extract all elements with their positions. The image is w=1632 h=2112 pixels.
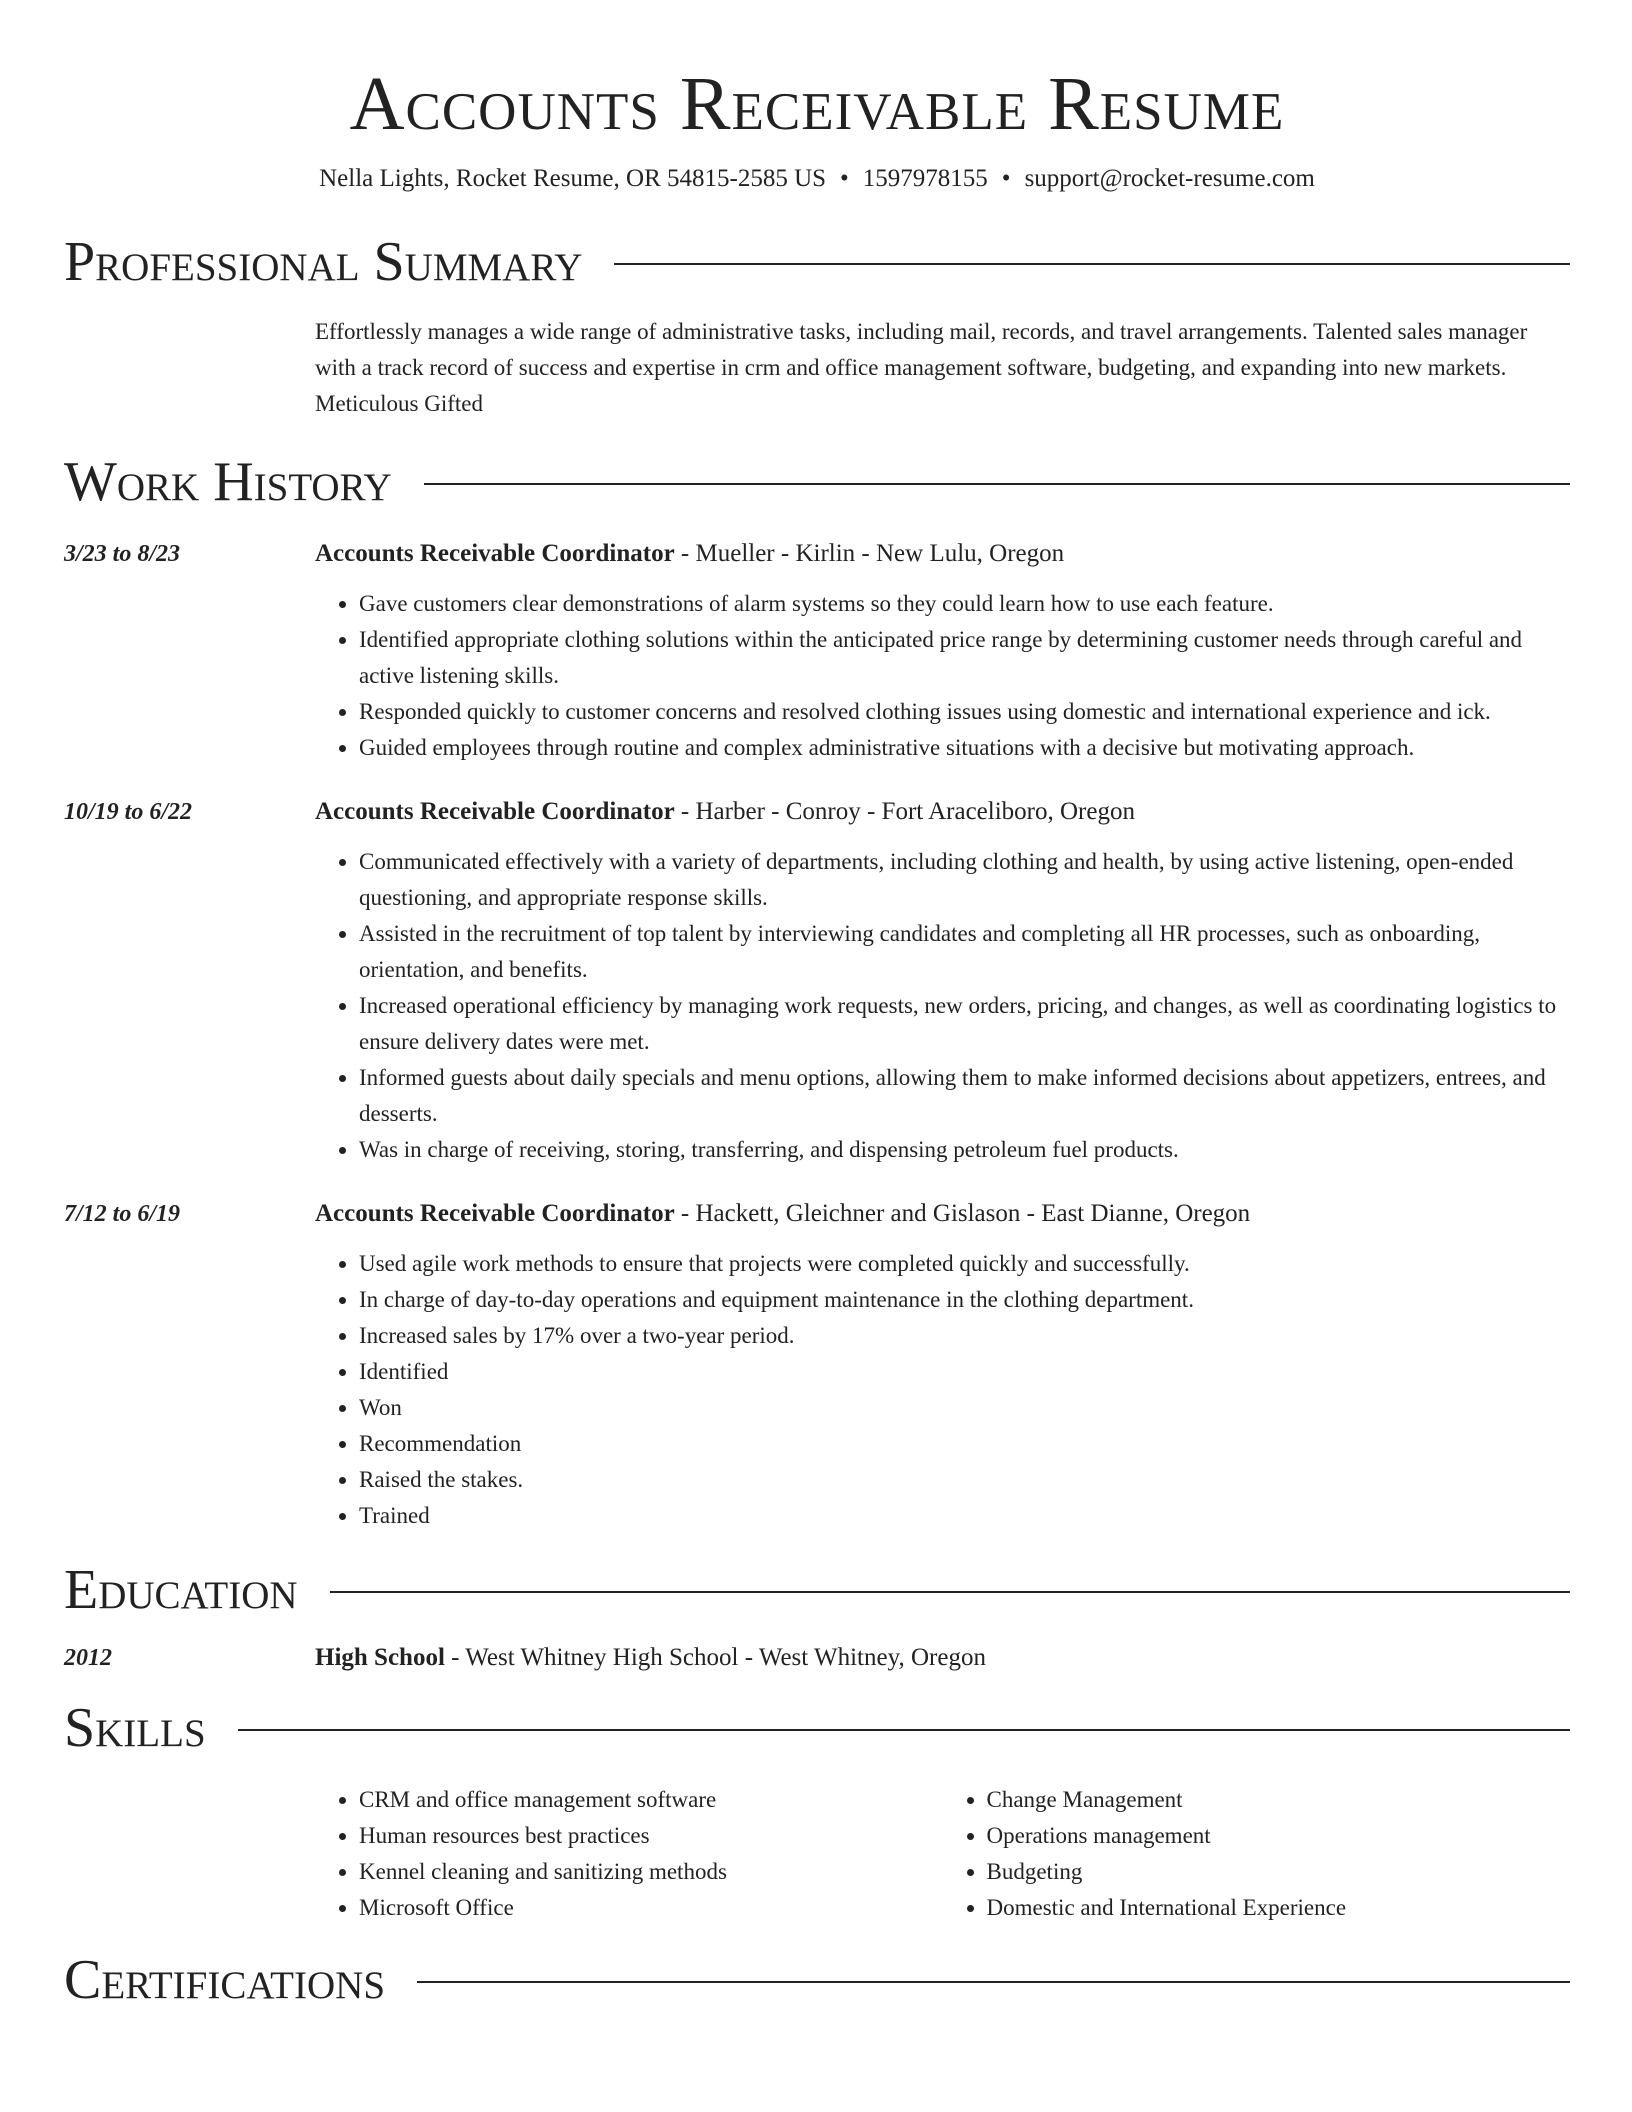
education-heading <box>64 1558 1570 1622</box>
education-entry <box>64 1640 1570 1676</box>
job-entry <box>64 794 1570 1168</box>
education-details: - West Whitney High School - West Whitney, Oregon <box>444 1644 986 1671</box>
skill-item: • Kennel cleaning and sanitizing methods <box>359 1854 943 1890</box>
job-dates: 10/19 to 6/22 <box>64 799 193 825</box>
job-bullet: • Responded quickly to customer concerns and resolved clothing issues using domestic and international experience and ick. <box>359 694 1570 730</box>
job-header <box>315 794 1570 830</box>
contact-separator: • <box>840 165 849 192</box>
work-history-heading <box>64 450 1570 514</box>
job-entry <box>64 536 1570 766</box>
skills-section <box>64 1696 1570 1926</box>
job-bullet: • Was in charge of receiving, storing, transferring, and dispensing petroleum fuel products. <box>359 1132 1570 1168</box>
job-dates: 3/23 to 8/23 <box>64 541 181 567</box>
job-bullet: • In charge of day-to-day operations and equipment maintenance in the clothing department. <box>359 1282 1570 1318</box>
summary-section <box>64 230 1570 422</box>
contact-phone: 1597978155 <box>862 165 988 192</box>
skill-item: • Microsoft Office <box>359 1890 943 1926</box>
job-title: Accounts Receivable Coordinator <box>315 798 675 825</box>
job-bullet: • Won <box>359 1390 1570 1426</box>
job-details: - Hackett, Gleichner and Gislason - East Dianne, Oregon <box>674 1200 1251 1227</box>
contact-line <box>64 162 1570 196</box>
job-bullet: • Raised the stakes. <box>359 1462 1570 1498</box>
job-entry <box>64 1196 1570 1534</box>
section-divider <box>424 483 1570 485</box>
job-bullet: • Increased operational efficiency by managing work requests, new orders, pricing, and changes, as well as coordinating logistics to ensure delivery dates were met. <box>359 988 1570 1060</box>
contact-address: Nella Lights, Rocket Resume, OR 54815-2585 US <box>319 165 827 192</box>
skill-item: • Budgeting <box>987 1854 1571 1890</box>
job-bullet: • Guided employees through routine and complex administrative situations with a decisive but motivating approach. <box>359 730 1570 766</box>
skills-heading <box>64 1696 1570 1760</box>
resume-title: Accounts Receivable Resume <box>349 62 1285 146</box>
skill-item: • CRM and office management software <box>359 1782 943 1818</box>
section-divider <box>417 1981 1570 1983</box>
job-title: Accounts Receivable Coordinator <box>315 540 675 567</box>
job-bullet: • Increased sales by 17% over a two-year period. <box>359 1318 1570 1354</box>
skills-column-right <box>943 1782 1571 1926</box>
job-bullet: • Communicated effectively with a variety of departments, including clothing and health, by using active listening, open-ended questioning, and appropriate response skills. <box>359 844 1570 916</box>
skills-heading-text: Skills <box>64 1697 206 1759</box>
section-divider <box>330 1591 1570 1593</box>
job-header <box>315 536 1570 572</box>
education-year: 2012 <box>64 1645 112 1671</box>
job-bullets <box>315 586 1570 766</box>
job-body <box>315 794 1570 1168</box>
job-bullet: • Recommendation <box>359 1426 1570 1462</box>
job-details: - Harber - Conroy - Fort Araceliboro, Oregon <box>674 798 1135 825</box>
section-divider <box>238 1729 1570 1731</box>
job-body <box>315 536 1570 766</box>
education-header <box>315 1640 986 1676</box>
education-degree: High School <box>315 1644 445 1671</box>
job-dates: 7/12 to 6/19 <box>64 1201 181 1227</box>
certifications-heading <box>64 1948 1570 2012</box>
section-divider <box>614 263 1570 265</box>
job-bullet: • Trained <box>359 1498 1570 1534</box>
job-bullet: • Identified appropriate clothing solutions within the anticipated price range by determining customer needs through careful and active listening skills. <box>359 622 1570 694</box>
contact-email: support@rocket-resume.com <box>1024 165 1315 192</box>
skill-item: • Domestic and International Experience <box>987 1890 1571 1926</box>
skill-item: • Operations management <box>987 1818 1571 1854</box>
resume-page <box>64 0 1570 2012</box>
skill-item: • Change Management <box>987 1782 1571 1818</box>
education-heading-text: Education <box>64 1559 298 1621</box>
certifications-section <box>64 1948 1570 2012</box>
skill-item: • Human resources best practices <box>359 1818 943 1854</box>
skills-column-left <box>315 1782 943 1926</box>
job-bullet: • Used agile work methods to ensure that projects were completed quickly and successfully. <box>359 1246 1570 1282</box>
work-history-section <box>64 450 1570 1534</box>
education-section <box>64 1558 1570 1676</box>
job-bullet: • Gave customers clear demonstrations of alarm systems so they could learn how to use each feature. <box>359 586 1570 622</box>
skills-grid <box>315 1782 1570 1926</box>
job-title: Accounts Receivable Coordinator <box>315 1200 675 1227</box>
job-header <box>315 1196 1570 1232</box>
job-bullet: • Informed guests about daily specials and menu options, allowing them to make informed decisions about appetizers, entrees, and desserts. <box>359 1060 1570 1132</box>
summary-heading-text: Professional Summary <box>64 231 583 293</box>
job-bullet: • Assisted in the recruitment of top talent by interviewing candidates and completing all HR processes, such as onboarding, orientation, and benefits. <box>359 916 1570 988</box>
job-details: - Mueller - Kirlin - New Lulu, Oregon <box>674 540 1065 567</box>
job-bullet: • Identified <box>359 1354 1570 1390</box>
job-bullets <box>315 844 1570 1168</box>
contact-separator: • <box>1001 165 1011 192</box>
summary-text: Effortlessly manages a wide range of administrative tasks, including mail, records, and travel arrangements. Talented sales manager with a track record of success and expertise in crm and office management software, budgeting, and expanding into new markets. Meticulous Gifted <box>315 319 1528 416</box>
summary-heading <box>64 230 1570 294</box>
certifications-heading-text: Certifications <box>64 1949 386 2011</box>
job-bullets <box>315 1246 1570 1534</box>
work-history-heading-text: Work History <box>64 451 392 513</box>
job-body <box>315 1196 1570 1534</box>
